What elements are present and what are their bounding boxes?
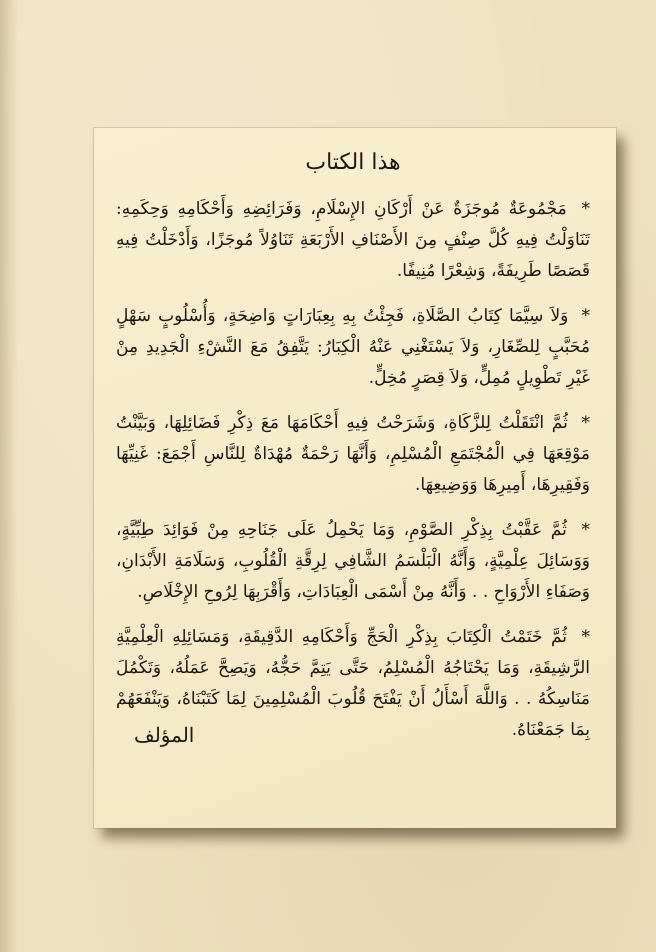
- paragraph-text: ثُمَّ خَتَمْتُ الْكِتَابَ بِذِكْرِ الْحَجِّ وَأَحْكَامِهِ الدَّقِيقَةِ، وَمَسَائِلِهِ الْعِلْمِيَّةِ الرَّشِيقَةِ، وَمَا يَحْتَاجُهُ الْمُسْلِمُ، حَتَّى يَتِمَّ حَجُّهُ، وَيَصِحَّ عَمَلُهُ، وَتَكْمُلَ مَنَاسِكُهُ . . وَاللَّهَ أَسْأَلُ أَنْ يَفْتَحَ قُلُوبَ الْمُسْلِمِينَ لِمَا كَتَبْنَاهُ، وَيَنْفَعَهُمْ بِمَا جَمَعْنَاهُ.: [116, 627, 590, 740]
- paragraph-text: وَلاَ سِيَّمَا كِتَابُ الصَّلَاةِ، فَجِئْتُ بِهِ بِعِبَارَاتٍ وَاضِحَةٍ، وَأُسْلُوبٍ سَهْلٍ مُحَبَّبٍ لِلصِّغَارِ، وَلاَ يَسْتَغْنِي عَنْهُ الْكِبَارُ: يَتَّفِقُ مَعَ النَّشْءِ الْجَدِيدِ مِنْ غَيْرِ تَطْوِيلٍ مُمِلٍّ، وَلاَ قِصَرٍ مُخِلٍّ.: [116, 306, 590, 388]
- bullet-mark: *: [581, 520, 590, 540]
- page-title: هذا الكتاب: [305, 150, 401, 175]
- book-cover-edge: [0, 0, 18, 952]
- back-cover-text-panel: [94, 128, 616, 828]
- paragraph-zakat: [116, 408, 590, 501]
- author-signature: المؤلف: [134, 723, 195, 747]
- paragraph-text: ثُمَّ انْتَقَلْتُ لِلزَّكَاةِ، وَشَرَحْتُ فِيهِ أَحْكَامَهَا مَعَ ذِكْرِ فَضَائِلِهَا، وَبَيَّنْتُ مَوْقِعَهَا فِي الْمُجْتَمَعِ الْمُسْلِمِ، وَأَنَّهَا رَحْمَةٌ مُهْدَاةٌ لِلنَّاسِ أَجْمَعَ: غَنِيِّهَا وَفَقِيرِهَا، أَمِيرِهَا وَوَضِيعِهَا.: [116, 413, 590, 495]
- paragraph-text: مَجْمُوعَةٌ مُوجَزَةٌ عَنْ أَرْكَانِ الإِسْلَامِ، وَفَرَائِضِهِ وَأَحْكَامِهِ وَحِكَمِهِ: تَنَاوَلْتُ فِيهِ كُلَّ صِنْفٍ مِنَ الأَصْنَافِ الأَرْبَعَةِ تَنَاوُلاً مُوجَزًا، وَأَدْخَلْتُ فِيهِ قَصَصًا طَرِيفَةً، وَشِعْرًا مُنِيفًا.: [116, 199, 590, 281]
- paragraph-overview: [116, 194, 590, 287]
- bullet-mark: *: [581, 413, 591, 433]
- paragraph-fasting: [116, 515, 590, 608]
- paragraph-prayer: [116, 301, 590, 394]
- bullet-mark: *: [581, 306, 590, 326]
- bullet-mark: *: [581, 627, 590, 647]
- paragraph-text: ثُمَّ عَقَّبْتُ بِذِكْرِ الصَّوْمِ، وَمَا يَحْمِلُ عَلَى جَنَاحِهِ مِنْ فَوَائِدَ طِبِّيَّةٍ، وَوَسَائِلَ عِلْمِيَّةٍ، وَأَنَّهُ الْبَلْسَمُ الشَّافِي لِرِقَّةِ الْقُلُوبِ، وَسَلَامَةِ الأَبْدَانِ، وَصَفَاءِ الأَرْوَاحِ . . وَأَنَّهُ مِنْ أَسْمَى الْعِبَادَاتِ، وَأَقْرَبِهَا لِرُوحِ الإِخْلَاصِ.: [116, 520, 590, 602]
- bullet-mark: *: [581, 199, 590, 219]
